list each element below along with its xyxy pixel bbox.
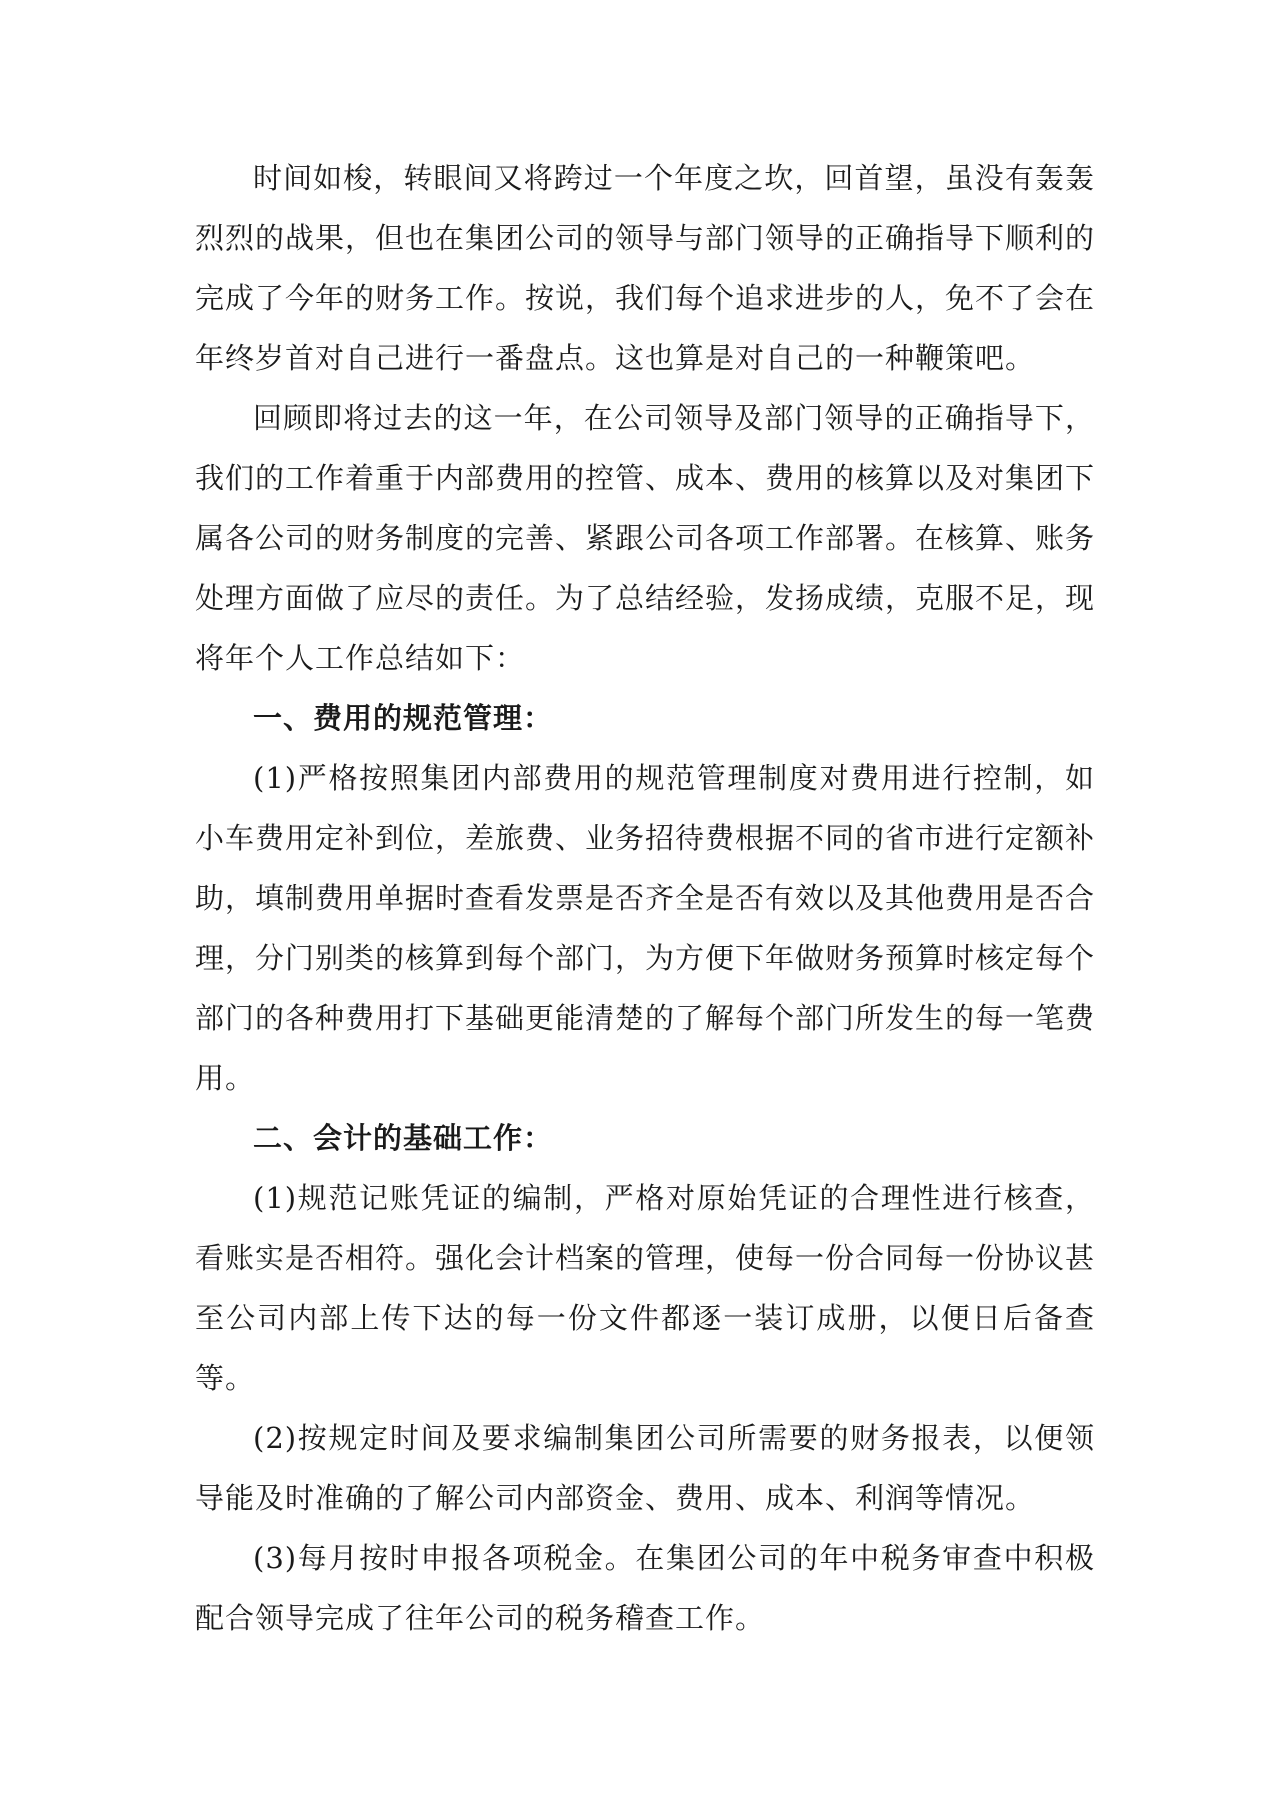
section-heading-expense-management: 一、费用的规范管理： — [253, 701, 554, 735]
section-heading-accounting-basics: 二、会计的基础工作： — [253, 1121, 554, 1155]
paragraph-accounting-item-2: (2)按规定时间及要求编制集团公司所需要的财务报表，以便领导能及时准确的了解公司内部资金、费用、成本、利润等情况。 — [195, 1421, 1095, 1515]
paragraph-review: 回顾即将过去的这一年，在公司领导及部门领导的正确指导下，我们的工作着重于内部费用的控管、成本、费用的核算以及对集团下属各公司的财务制度的完善、紧跟公司各项工作部署。在核算、账务处理方面做了应尽的责任。为了总结经验，发扬成绩，克服不足，现将年个人工作总结如下： — [195, 401, 1096, 675]
paragraph-accounting-item-1: (1)规范记账凭证的编制，严格对原始凭证的合理性进行核查，看账实是否相符。强化会计档案的管理，使每一份合同每一份协议甚至公司内部上传下达的每一份文件都逐一装订成册，以便日后备查等。 — [195, 1181, 1096, 1395]
document-body — [195, 148, 1095, 1648]
paragraph-expense-item-1: (1)严格按照集团内部费用的规范管理制度对费用进行控制，如小车费用定补到位，差旅费、业务招待费根据不同的省市进行定额补助，填制费用单据时查看发票是否齐全是否有效以及其他费用是否合理，分门别类的核算到每个部门，为方便下年做财务预算时核定每个部门的各种费用打下基础更能清楚的了解每个部门所发生的每一笔费用。 — [195, 761, 1096, 1095]
paragraph-accounting-item-3: (3)每月按时申报各项税金。在集团公司的年中税务审查中积极配合领导完成了往年公司的税务稽查工作。 — [195, 1541, 1095, 1635]
paragraph-intro: 时间如梭，转眼间又将跨过一个年度之坎，回首望，虽没有轰轰烈烈的战果，但也在集团公司的领导与部门领导的正确指导下顺利的完成了今年的财务工作。按说，我们每个追求进步的人，免不了会在年终岁首对自己进行一番盘点。这也算是对自己的一种鞭策吧。 — [195, 161, 1096, 375]
